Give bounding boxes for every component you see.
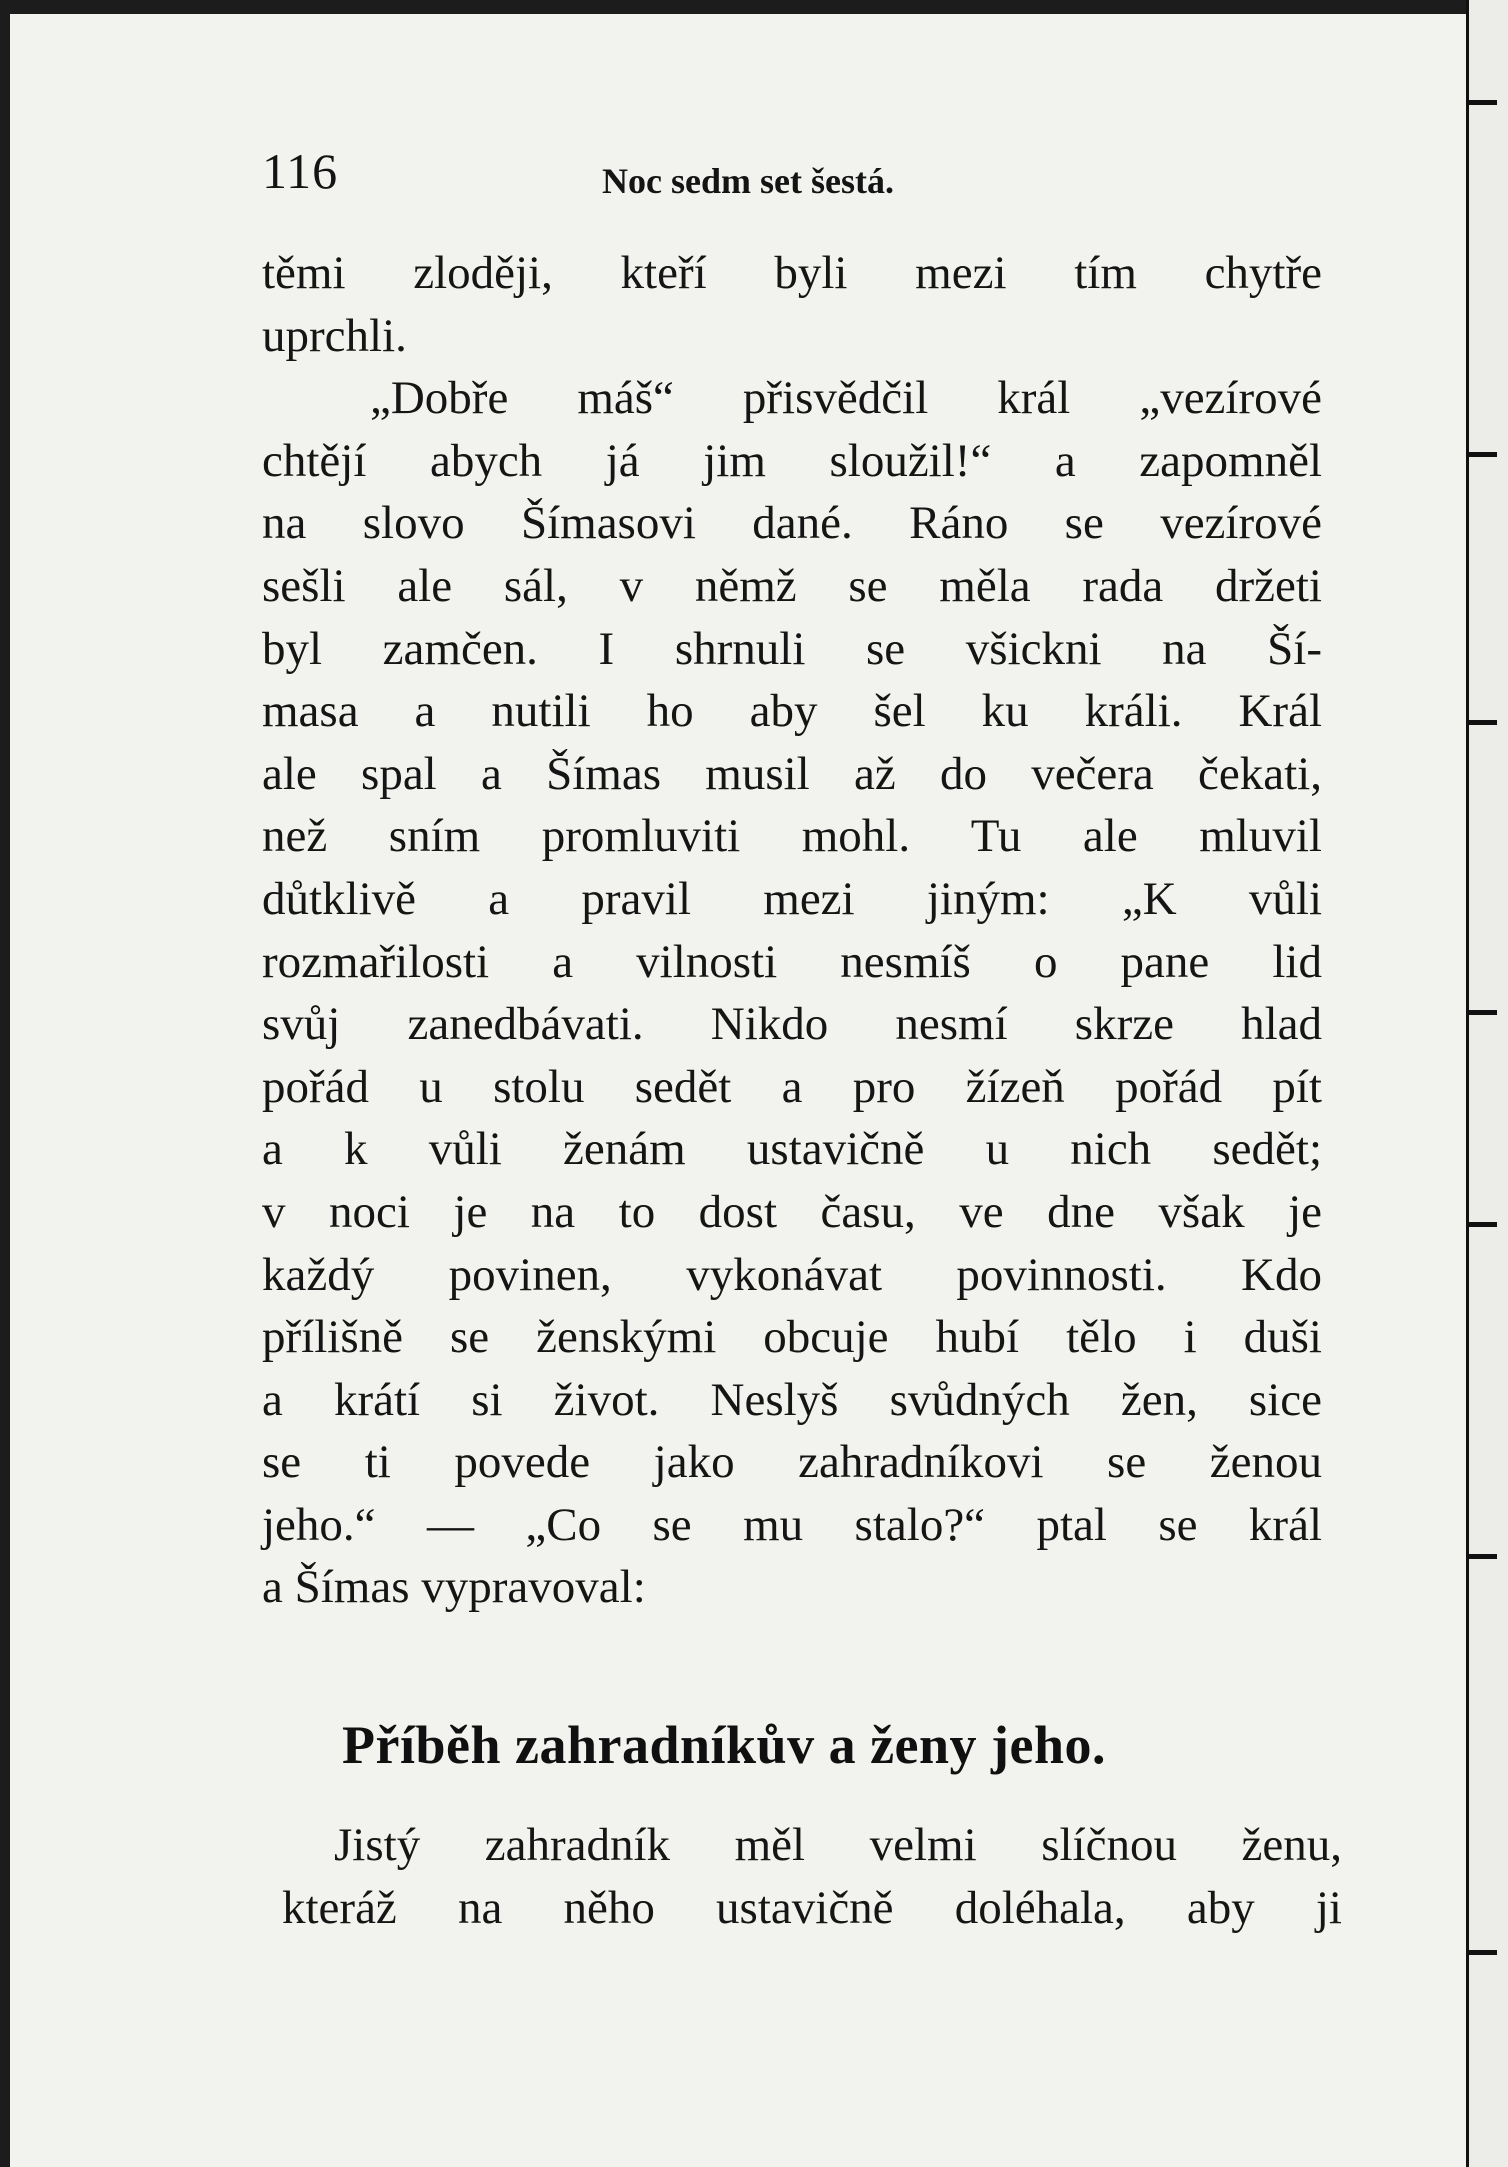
text-line: kteráž na něho ustavičně doléhala, aby ji xyxy=(282,1881,1342,1934)
adjacent-page-edge xyxy=(1466,0,1508,2167)
text-line: těmi zloději, kteří byli mezi tím chytře xyxy=(262,247,1322,299)
text-line: byl zamčen. I shrnuli se všickni na Ší- xyxy=(262,622,1322,675)
text-line: ale spal a Šímas musil až do večera čekati, xyxy=(262,747,1322,800)
text-line: a k vůli ženám ustavičně u nich sedět; xyxy=(262,1123,1322,1176)
page-number: 116 xyxy=(262,143,339,199)
running-title: Noc sedm set šestá. xyxy=(602,161,894,201)
page-header xyxy=(250,142,1330,212)
text-line: se ti povede jako zahradníkovi se ženou xyxy=(262,1436,1322,1489)
text-line: masa a nutili ho aby šel ku králi. Král xyxy=(262,685,1322,738)
text-line: jeho.“ — „Co se mu stalo?“ ptal se král xyxy=(262,1498,1322,1551)
main-paragraph xyxy=(262,242,1322,1619)
text-line: každý povinen, vykonávat povinnosti. Kdo xyxy=(262,1248,1322,1301)
text-line: na slovo Šímasovi dané. Ráno se vezírové xyxy=(262,497,1322,550)
text-line: přílišně se ženskými obcuje hubí tělo i duši xyxy=(262,1311,1322,1364)
text-line: Jistý zahradník měl velmi slíčnou ženu, xyxy=(334,1819,1342,1871)
text-line: svůj zanedbávati. Nikdo nesmí skrze hlad xyxy=(262,998,1322,1051)
section-heading: Příběh zahradníkův a ženy jeho. xyxy=(342,1715,1107,1775)
text-line: a krátí si život. Neslyš svůdných žen, sice xyxy=(262,1373,1322,1426)
text-line: uprchli. xyxy=(262,309,407,362)
text-line: v noci je na to dost času, ve dne však je xyxy=(262,1185,1322,1238)
text-line: pořád u stolu sedět a pro žízeň pořád pít xyxy=(262,1060,1322,1113)
text-line: rozmařilosti a vilnosti nesmíš o pane lid xyxy=(262,935,1322,988)
text-line: chtějí abych já jim sloužil!“ a zapomněl xyxy=(262,434,1322,487)
book-page xyxy=(10,14,1466,2167)
text-line: důtklivě a pravil mezi jiným: „K vůli xyxy=(262,872,1322,925)
story-paragraph xyxy=(282,1814,1342,1939)
text-line: a Šímas vypravoval: xyxy=(262,1561,646,1614)
text-line: „Dobře máš“ přisvědčil král „vezírové xyxy=(370,372,1322,425)
text-line: sešli ale sál, v němž se měla rada držeti xyxy=(262,559,1322,612)
text-line: než sním promluviti mohl. Tu ale mluvil xyxy=(262,810,1322,863)
